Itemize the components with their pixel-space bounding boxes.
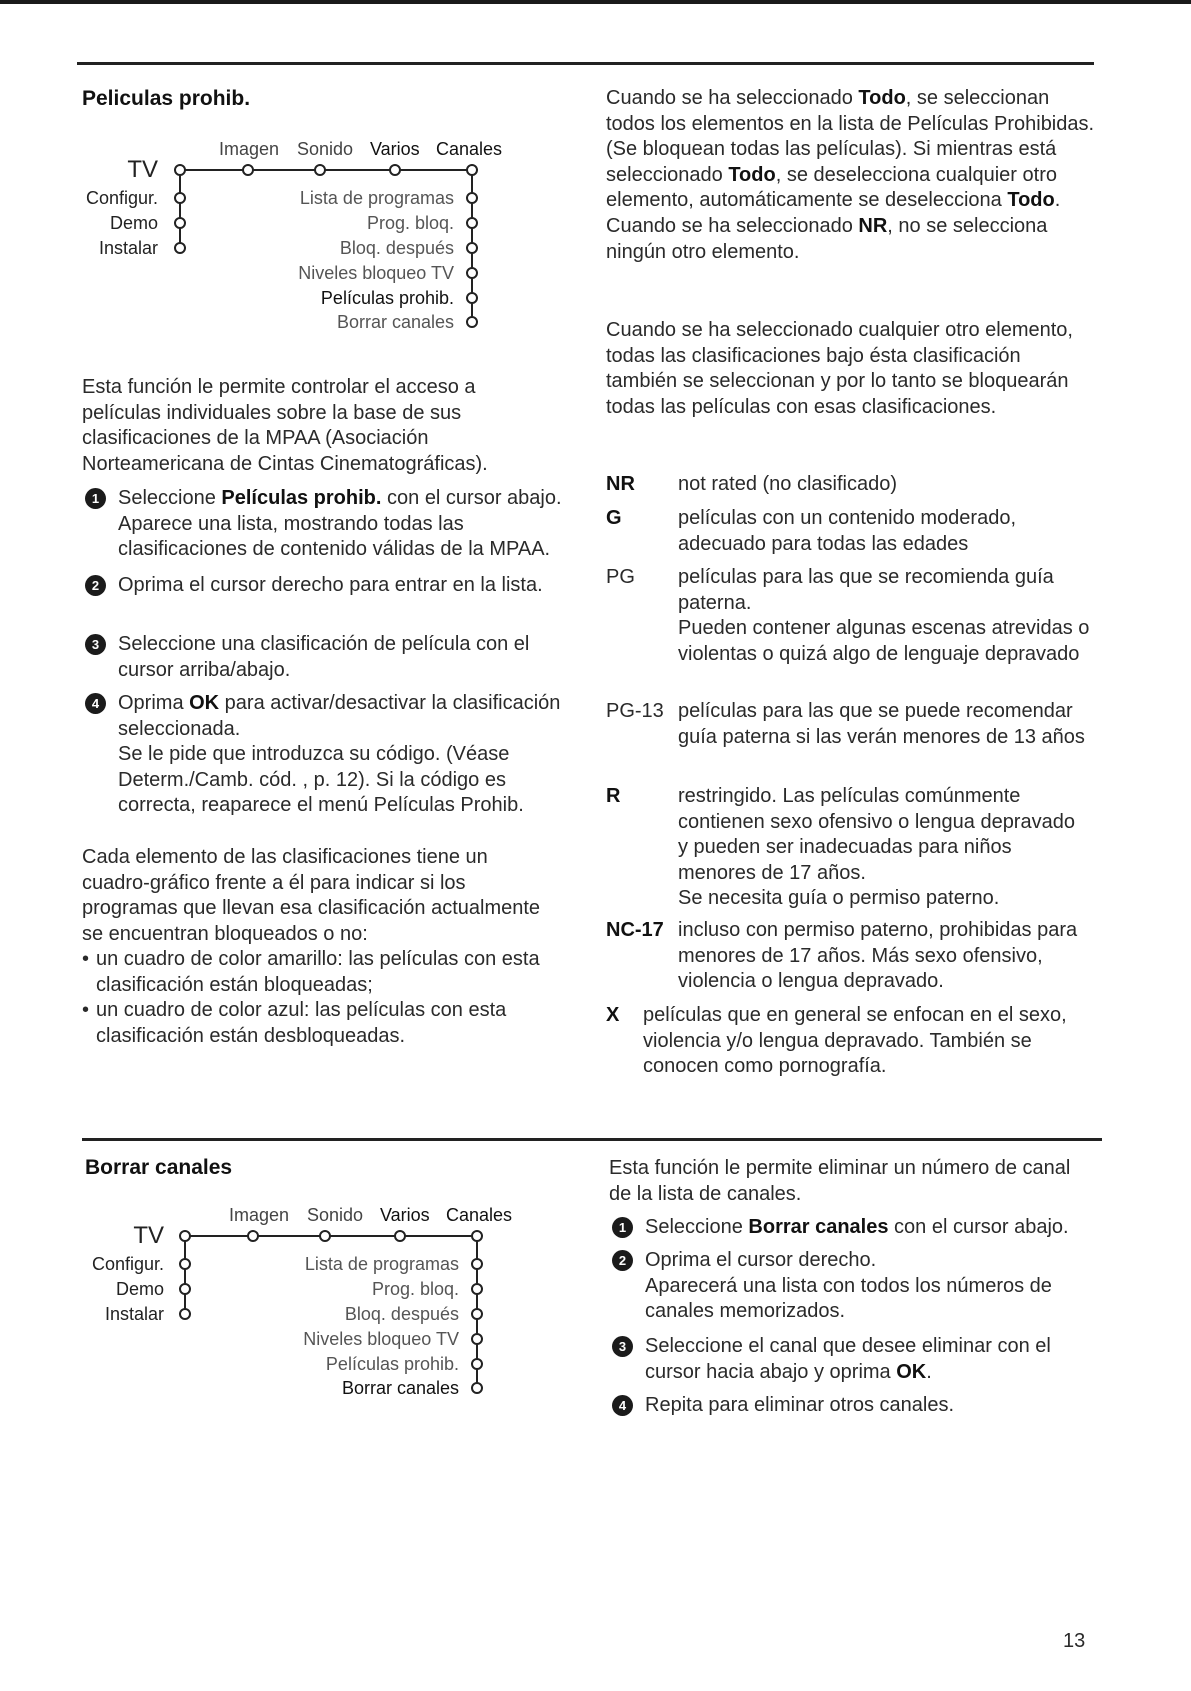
page-number: 13 [1063,1630,1086,1652]
rating-text: not rated (no clasificado) [678,473,898,495]
step-text: Seleccione una clasificación de película con el cursor arriba/abajo. [118,633,530,681]
bullet-blue: • un cuadro de color azul: las películas con esta clasificación están desbloqueadas. [82,998,582,1049]
rating-pg13 [606,699,1106,750]
rating-text: incluso con permiso paterno, prohibidas para menores de 17 años. Más sexo ofensivo, violencia o lengua depravado. [678,919,1078,993]
step-number-icon: 3 [612,1336,633,1357]
rating-code: NR [606,473,635,495]
bullet-yellow: • un cuadro de color amarillo: las películas con esta clasificación están bloqueadas; [82,947,582,998]
menu-tab-imagen: Imagen [229,1205,290,1225]
menu-left-instalar: Instalar [98,238,158,258]
bullet-list [82,947,582,1049]
menu-sub-prog-bloq: Prog. bloq. [366,213,454,233]
rating-extra: Pueden contener algunas escenas atrevidas o violentas o quizá algo de lenguaje depravado [678,617,1090,665]
text-run: , se deselecciona cualquier otro elemento, automáticamente se deselecciona [606,163,1057,212]
menu-tab-sonido: Sonido [297,139,354,159]
rating-text: películas que en general se enfocan en el sexo, violencia y/o lengua depravado. También se conocen como pornografía. [643,1004,1067,1078]
box-paragraph: Cada elemento de las clasificaciones tiene un cuadro-gráfico frente a él para indicar si los programas que llevan esa clasificación actualmente se encuentran bloqueados o no: [82,846,541,945]
menu-tab-varios: Varios [380,1205,430,1225]
section-rule [82,1138,1102,1141]
step-4 [91,691,563,819]
step-text: Oprima el cursor derecho para entrar en la lista. [118,574,543,596]
step-number-icon: 2 [612,1250,633,1271]
menu-left-instalar: Instalar [104,1304,164,1324]
rating-text: películas con un contenido moderado, adecuado para todas las edades [678,507,1017,555]
text-run: . Cuando se ha seleccionado [606,189,1061,237]
step-1 [618,1215,1105,1241]
menu-left-tv: TV [133,1222,164,1249]
bold-run: Todo [1007,189,1055,212]
menu-sub-peliculas: Películas prohib. [325,1354,459,1374]
step-number-icon: 4 [612,1395,633,1416]
menu-diagram [82,1196,522,1406]
menu-tab-imagen: Imagen [219,139,280,159]
text-run: , se seleccionan todos los elementos en la lista de Películas Prohibidas. (Se bloquean todas las películas). Si mientras está seleccionado [606,87,1095,186]
menu-sub-bloq-despues: Bloq. después [344,1304,459,1324]
step-text: Oprima el cursor derecho. [645,1249,877,1271]
menu-left-demo: Demo [115,1279,164,1299]
rating-r [606,784,1106,912]
rating-text: películas para las que se puede recomendar guía paterna si las verán menores de 13 años [678,700,1085,748]
step-text: Oprima [118,692,190,714]
rating-nc17 [606,918,1106,995]
step-bold: Borrar canales [748,1216,889,1238]
rating-text: restringido. Las películas comúnmente contienen sexo ofensivo o lengua depravado y pueden ser inadecuadas para niños menores de 17 años. [678,785,1075,884]
step-text: . [926,1360,932,1383]
intro-paragraph: Esta función le permite eliminar un número de canal de la lista de canales. [609,1157,1071,1205]
step-number-icon: 1 [85,488,106,509]
step-text: Seleccione [645,1216,749,1238]
menu-left-configur: Configur. [85,188,158,208]
step-2 [618,1248,1105,1325]
section-title: Borrar canales [85,1156,233,1179]
step-text: para activar/desactivar la clasificación seleccionada. [118,692,561,740]
menu-sub-niveles: Niveles bloqueo TV [303,1329,459,1349]
section-title: Peliculas prohib. [82,87,251,110]
right-paragraph-1 [606,86,1096,265]
rating-code: X [606,1004,620,1026]
rating-nr [606,472,1106,498]
menu-tab-varios: Varios [370,139,420,159]
menu-sub-lista: Lista de programas [299,188,454,208]
right-paragraph-2: Cuando se ha seleccionado cualquier otro elemento, todas las clasificaciones bajo ésta clasificación también se seleccionan y por lo tanto se bloquearán todas las películas con esas clasificaciones. [606,319,1073,418]
rating-g [606,506,1106,557]
menu-sub-niveles: Niveles bloqueo TV [298,263,454,283]
step-2 [91,573,558,599]
bold-run: NR [858,214,888,237]
menu-tab-sonido: Sonido [307,1205,364,1225]
menu-left-demo: Demo [109,213,158,233]
menu-sub-prog-bloq: Prog. bloq. [371,1279,459,1299]
step-bold: Películas prohib. [221,487,382,509]
step-text: Seleccione el canal que desee eliminar con el cursor hacia abajo y oprima [645,1335,1051,1383]
step-number-icon: 1 [612,1217,633,1238]
rating-code: PG [606,566,635,588]
menu-sub-lista: Lista de programas [304,1254,459,1274]
step-extra: Aparecerá una lista con todos los números de canales memorizados. [645,1274,1052,1323]
bold-run: Todo [858,87,906,109]
rating-code: PG-13 [606,700,664,722]
text-run: Cuando se ha seleccionado [606,87,859,109]
step-3 [618,1334,1085,1385]
step-text: Seleccione [118,487,222,509]
step-text: con el cursor abajo. Aparece una lista, mostrando todas las clasificaciones de contenido válidas de la MPAA. [118,487,562,561]
menu-sub-peliculas-selected: Películas prohib. [320,288,454,308]
rating-extra: Se necesita guía o permiso paterno. [678,887,1000,910]
rating-x [606,1003,1106,1080]
step-extra: Se le pide que introduzca su código. (Véase Determ./Camb. cód. , p. 12). Si la código es correcta, reaparece el menú Películas Prohib. [118,743,524,817]
menu-left-tv: TV [127,156,158,183]
rating-code: NC-17 [606,919,664,941]
rating-code: G [606,507,622,529]
step-1 [91,486,580,563]
step-text: Repita para eliminar otros canales. [645,1394,955,1416]
step-number-icon: 2 [85,575,106,596]
menu-left-configur: Configur. [91,1254,164,1274]
step-text: con el cursor abajo. [888,1216,1069,1238]
section-rule [77,62,1094,65]
menu-diagram [72,130,512,340]
top-border [0,0,1191,4]
menu-sub-borrar: Borrar canales [336,312,454,332]
rating-text: películas para las que se recomienda guía paterna. [678,566,1054,614]
step-number-icon: 3 [85,634,106,655]
bold-run: Todo [728,163,776,186]
menu-tab-canales: Canales [446,1205,513,1225]
menu-sub-borrar-selected: Borrar canales [341,1378,459,1398]
step-bold: OK [189,692,220,714]
menu-sub-bloq-despues: Bloq. después [339,238,454,258]
step-3 [91,632,558,683]
step-bold: OK [896,1360,927,1383]
step-number-icon: 4 [85,693,106,714]
intro-paragraph: Esta función le permite controlar el acceso a películas individuales sobre la base de sus clasificaciones de la MPAA (Asociación Norteamericana de Cintas Cinematográficas). [82,376,488,475]
rating-pg [606,565,1106,667]
rating-code: R [606,785,621,807]
menu-tab-canales: Canales [436,139,503,159]
text-run: , no se selecciona ningún otro elemento. [606,214,1048,263]
step-4 [618,1393,1085,1419]
